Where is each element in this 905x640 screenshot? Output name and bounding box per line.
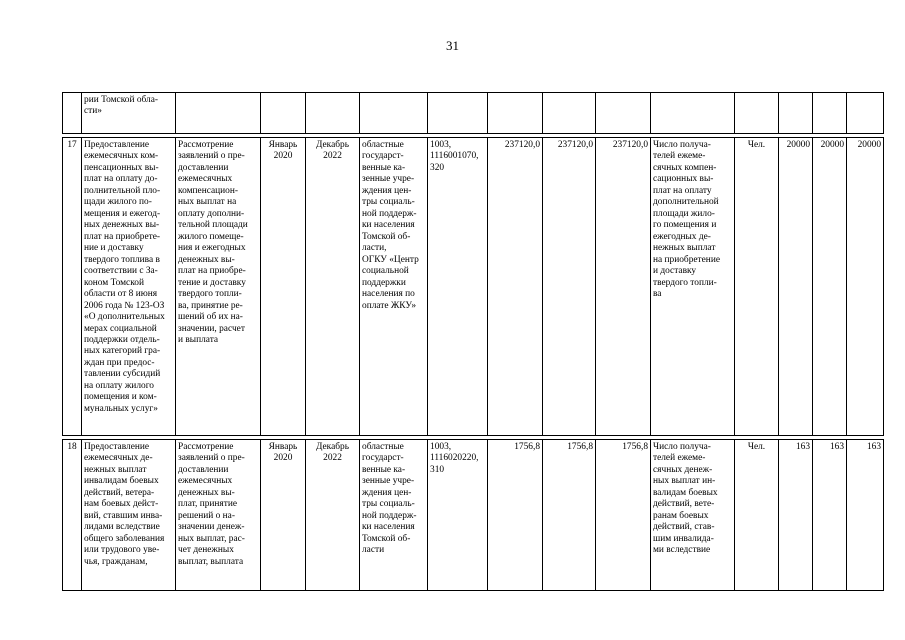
funding-year-3: 1756,8 <box>596 440 651 591</box>
program-activities-table <box>62 92 884 591</box>
unit: Чел. <box>735 440 779 591</box>
table-row <box>63 440 884 591</box>
end-date: Декабрь 2022 <box>306 138 360 436</box>
funding-year-2: 237120,0 <box>543 138 596 436</box>
funding-year-1: 237120,0 <box>488 138 543 436</box>
target-year-1: 20000 <box>779 138 813 436</box>
indicator: Число получа- телей ежеме- сячных денеж- ных выплат ин- валидам боевых действий, вете- ранам боевых действий, став- шим инвалида- ми вследствие <box>651 440 735 591</box>
table-row <box>63 138 884 436</box>
executor: областные государст- венные ка- зенные учре- ждения цен- тры социаль- ной поддерж- ки населения Томской об- ласти <box>360 440 428 591</box>
activity-name-cell: рии Томской обла- сти» <box>82 93 176 134</box>
page-number: 31 <box>446 38 459 53</box>
row-number: 18 <box>63 440 82 591</box>
end-date: Декабрь 2022 <box>306 440 360 591</box>
start-date: Январь 2020 <box>261 138 306 436</box>
target-year-3: 163 <box>847 440 884 591</box>
budget-code: 1003, 1116001070, 320 <box>428 138 488 436</box>
funding-year-2: 1756,8 <box>543 440 596 591</box>
budget-code: 1003, 1116020220, 310 <box>428 440 488 591</box>
target-year-2: 163 <box>813 440 847 591</box>
row-number: 17 <box>63 138 82 436</box>
target-year-1: 163 <box>779 440 813 591</box>
activity-name: Предоставление ежемесячных де- нежных выплат инвалидам боевых действий, ветера- нам боевых дейст- вий, ставшим инва- лидами вследствие общего заболевания или трудового уве- чья, гражданам, <box>82 440 176 591</box>
activity-content: Рассмотрение заявлений о пре- доставлении ежемесячных компенсацион- ных выплат на оплату дополни- тельной площади жилого помеще- ния и ежегодных денежных вы- плат на приобре- тение и доставку твердого топли- ва, принятие ре- шений об их на- значении, расчет и выплата <box>176 138 261 436</box>
indicator: Число получа- телей ежеме- сячных компен- сационных вы- плат на оплату дополнительной площади жило- го помещения и ежегодных де- нежных выплат на приобретение и доставку твердого топли- ва <box>651 138 735 436</box>
funding-year-3: 237120,0 <box>596 138 651 436</box>
num-cell <box>63 93 82 134</box>
start-date: Январь 2020 <box>261 440 306 591</box>
target-year-2: 20000 <box>813 138 847 436</box>
funding-year-1: 1756,8 <box>488 440 543 591</box>
activity-content: Рассмотрение заявлений о пре- доставлении ежемесячных денежных вы- плат, принятие решений о на- значении денеж- ных выплат, рас- чет денежных выплат, выплата <box>176 440 261 591</box>
activity-name: Предоставление ежемесячных ком- пенсационных вы- плат на оплату до- полнительной пло- щади жилого по- мещения и ежегод- ных денежных вы- плат на приобрете- ние и доставку твердого топлива в соответствии с За- коном Томской области от 8 июня 2006 года № 123-ОЗ «О дополнительных мерах социальной поддержки отдель- ных категорий гра- ждан при предос- тавлении субсидий на оплату жилого помещения и ком- мунальных услуг» <box>82 138 176 436</box>
table-row-continued <box>63 93 884 134</box>
target-year-3: 20000 <box>847 138 884 436</box>
executor: областные государст- венные ка- зенные учре- ждения цен- тры социаль- ной поддерж- ки населения Томской об- ласти, ОГКУ «Центр социальной поддержки населения по оплате ЖКУ» <box>360 138 428 436</box>
unit: Чел. <box>735 138 779 436</box>
